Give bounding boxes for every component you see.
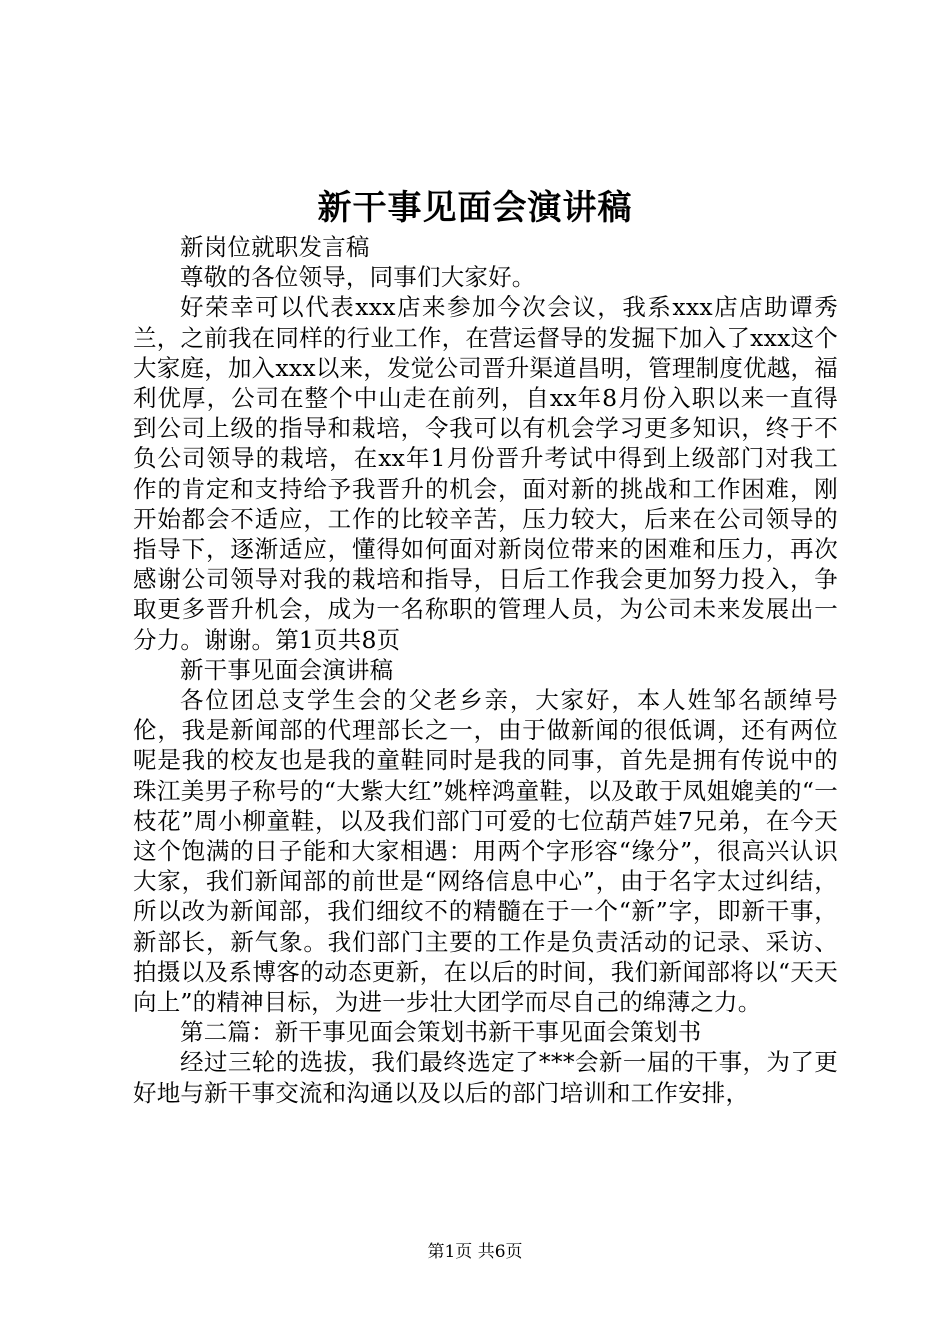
document-title: 新干事见面会演讲稿 [317,188,633,228]
paragraph-speech-1: 好荣幸可以代表xxx店来参加今次会议，我系xxx店店助谭秀兰，之前我在同样的行业工作，在营运督导的发掘下加入了xxx这个大家庭，加入xxx以来，发觉公司晋升渠道昌明，管理制度优越，福利优厚，公司在整个中山走在前列，自xx年8月份入职以来一直得到公司上级的指导和栽培，令我可以有机会学习更多知识，终于不负公司领导的栽培，在xx年1月份晋升考试中得到上级部门对我工作的肯定和支持给予我晋升的机会，面对新的挑战和工作困难，刚开始都会不适应，工作的比较辛苦，压力较大，后来在公司领导的指导下，逐渐适应，懂得如何面对新岗位带来的困难和压力，再次感谢公司领导对我的栽培和指导，日后工作我会更加努力投入，争取更多晋升机会，成为一名称职的管理人员，为公司未来发展出一分力。谢谢。第1页共8页 [133,293,838,654]
document-body [133,232,838,1108]
paragraph-speech-2: 各位团总支学生会的父老乡亲，大家好，本人姓邹名颉绰号伦，我是新闻部的代理部长之一，由于做新闻的很低调，还有两位呢是我的校友也是我的童鞋同时是我的同事，首先是拥有传说中的珠江美男子称号的“大紫大红”姚梓鸿童鞋，以及敢于凤姐媲美的“一枝花”周小柳童鞋，以及我们部门可爱的七位葫芦娃7兄弟，在今天这个饱满的日子能和大家相遇：用两个字形容“缘分”，很高兴认识大家，我们新闻部的前世是“网络信息中心”，由于名字太过纠结，所以改为新闻部，我们细纹不的精髓在于一个“新”字，即新干事，新部长，新气象。我们部门主要的工作是负责活动的记录、采访、拍摄以及系博客的动态更新，在以后的时间，我们新闻部将以“天天向上”的精神目标，为进一步壮大团学而尽自己的绵薄之力。 [133,686,838,1017]
paragraph-heading-3: 第二篇：新干事见面会策划书新干事见面会策划书 [180,1018,702,1047]
paragraph-plan: 经过三轮的选拔，我们最终选定了***会新一届的干事，为了更好地与新干事交流和沟通以及以后的部门培训和工作安排， [133,1048,838,1107]
page-footer: 第1页 共6页 [427,1242,523,1262]
paragraph-heading-2: 新干事见面会演讲稿 [180,655,394,684]
paragraph-greeting: 尊敬的各位领导，同事们大家好。 [180,263,536,292]
paragraph-subtitle: 新岗位就职发言稿 [180,233,370,261]
